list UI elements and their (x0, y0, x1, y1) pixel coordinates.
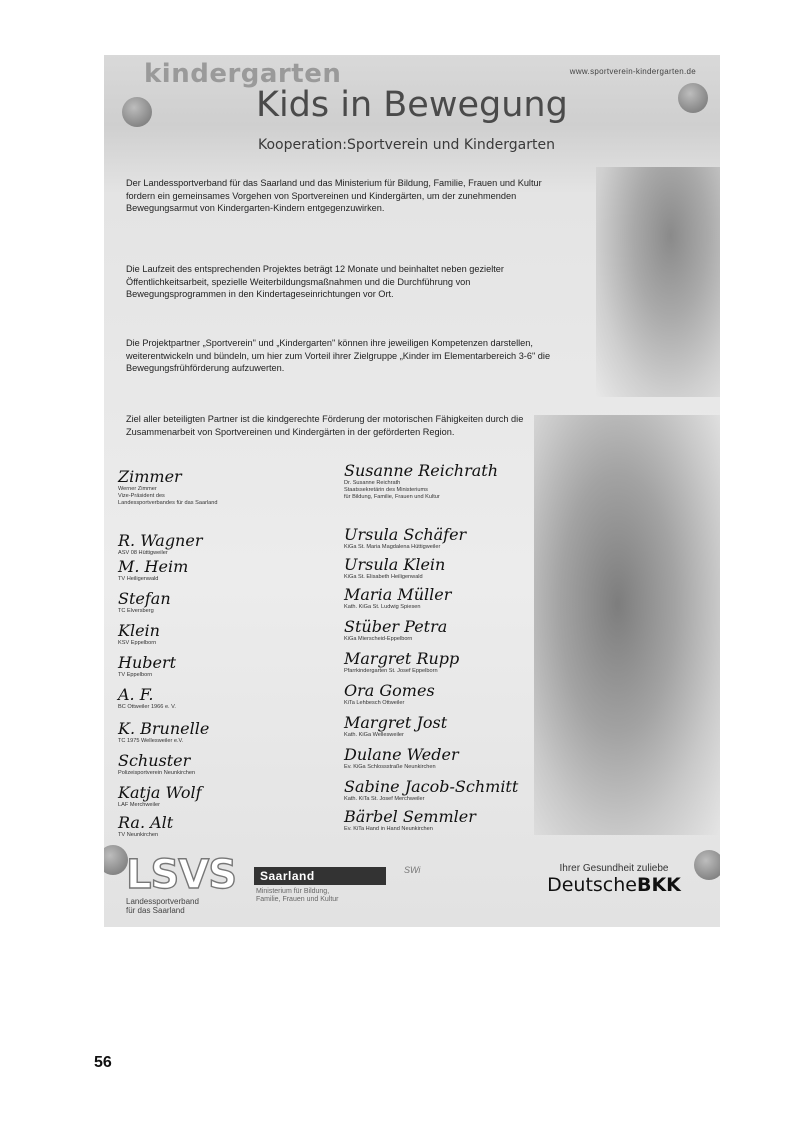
paragraph-goal: Ziel aller beteiligten Partner ist die kindgerechte Förderung der motorischen Fähigkeiten durch die Zusammenarbeit von Sportvereinen und Kindergärten in der geförderten Region. (126, 414, 524, 437)
signatory-label: KiGa St. Elisabeth Heiligenwald (344, 574, 423, 580)
decorative-dot (104, 845, 128, 875)
signatory-label: LAF Merchweiler (118, 802, 160, 808)
handwritten-signature: Hubert (118, 653, 177, 672)
handwritten-signature: Susanne Reichrath (344, 461, 498, 480)
signatory-label: BC Ottweiler 1966 e. V. (118, 704, 176, 710)
photo-boy-playing (596, 167, 720, 397)
saarland-text: Ministerium für Bildung, Familie, Frauen und Kultur (256, 888, 339, 903)
bkk-wordmark: DeutscheBKK (547, 874, 681, 896)
sportverein-signature-block (118, 531, 318, 557)
handwritten-signature: Margret Jost (344, 713, 448, 732)
kindergarten-signature-block (344, 555, 544, 581)
photo-girl-balancing (534, 415, 720, 835)
kindergarten-signature-block (344, 777, 544, 803)
sportverein-signature-block (118, 467, 318, 507)
signatory-label: TV Eppelborn (118, 672, 153, 678)
handwritten-signature: Bärbel Semmler (344, 807, 476, 826)
paragraph-intro: Der Landessportverband für das Saarland und das Ministerium für Bildung, Familie, Frauen und Kultur fordern ein gemeinsames Vorgehen von Sportvereinen und Kindergärten, um der zunehmenden Bewegungsarmut von Kindergarten-Kindern entgegenzuwirken. (126, 178, 542, 214)
handwritten-signature: Ursula Klein (344, 555, 446, 574)
signatory-label: Werner Zimmer Vize-Präsident des Landessportverbandes für das Saarland (118, 486, 218, 506)
signatory-label: KiGa Mierscheid-Eppelborn (344, 636, 413, 642)
signatory-label: TV Heiligenwald (118, 576, 159, 582)
sportverein-signature-block (118, 783, 318, 809)
swi-logo: SWi (404, 865, 421, 875)
sportverein-signature-block (118, 621, 318, 647)
handwritten-signature: A. F. (118, 685, 154, 704)
page-number: 56 (94, 1054, 112, 1071)
decorative-dot (122, 97, 152, 127)
kindergarten-signature-block (344, 807, 544, 833)
kindergarten-wordmark: kindergarten (144, 59, 342, 89)
handwritten-signature: Stefan (118, 589, 171, 608)
handwritten-signature: K. Brunelle (118, 719, 210, 738)
website-url: www.sportverein-kindergarten.de (569, 67, 696, 76)
signatory-label: KiTa Lehbesch Ottweiler (344, 700, 405, 706)
sportverein-signature-block (118, 813, 318, 839)
signatory-label: KSV Eppelborn (118, 640, 157, 646)
kindergarten-signature-block (344, 681, 544, 707)
handwritten-signature: Zimmer (118, 467, 182, 486)
signatory-label: Ev. KiTa Hand in Hand Neunkirchen (344, 826, 433, 832)
signatory-label: KiGa St. Maria Magdalena Hüttigweiler (344, 544, 441, 550)
sportverein-signature-block (118, 719, 318, 745)
deutsche-bkk-logo (524, 863, 704, 896)
signatory-label: Kath. KiTa St. Josef Merchweiler (344, 796, 425, 802)
paragraph-partners: Die Projektpartner „Sportverein" und „Kindergarten" können ihre jeweiligen Kompetenzen darstellen, weiterentwickeln und bündeln, um hier zum Vorteil ihrer Zielgruppe „Kinder im Elementarbereich 3-6" die Bewegungsfrühförderung aufzuwerten. (126, 338, 551, 374)
handwritten-signature: Ra. Alt (118, 813, 174, 832)
handwritten-signature: Margret Rupp (344, 649, 460, 668)
signatory-label: Kath. KiGa Wellesweiler (344, 732, 404, 738)
signatory-label: Kath. KiGa St. Ludwig Spiesen (344, 604, 421, 610)
decorative-dot (678, 83, 708, 113)
kindergarten-signature-block (344, 649, 544, 675)
paragraph-duration: Die Laufzeit des entsprechenden Projektes beträgt 12 Monate und beinhaltet neben gezielter Öffentlichkeitsarbeit, spezielle Weiterbildungsmaßnahmen und die Durchführung von Bewegungsprogrammen in den Kindertageseinrichtungen vor Ort. (126, 264, 504, 300)
saarland-bar: Saarland (254, 867, 386, 885)
handwritten-signature: Ursula Schäfer (344, 525, 467, 544)
bkk-slogan: Ihrer Gesundheit zuliebe (559, 863, 669, 874)
sportverein-signature-block (118, 751, 318, 777)
kindergarten-signature-block (344, 617, 544, 643)
signatory-label: ASV 08 Hüttigweiler (118, 550, 168, 556)
poster-subtitle: Kooperation:Sportverein und Kindergarten (258, 137, 555, 153)
kindergarten-signature-block (344, 461, 544, 501)
signatory-label: TC 1975 Wellesweiler e.V. (118, 738, 184, 744)
signatory-label: Ev. KiGa Schlossstraße Neunkirchen (344, 764, 436, 770)
lsvs-mark: LSVS (126, 852, 237, 898)
sportverein-signature-block (118, 685, 318, 711)
signatory-label: TV Neunkirchen (118, 832, 159, 838)
signatory-label: Pfarrkindergarten St. Josef Eppelborn (344, 668, 438, 674)
sportverein-signature-block (118, 653, 318, 679)
kindergarten-signature-block (344, 745, 544, 771)
handwritten-signature: Schuster (118, 751, 191, 770)
handwritten-signature: M. Heim (118, 557, 189, 576)
signatory-label: Polizeisportverein Neunkirchen (118, 770, 196, 776)
kindergarten-signature-block (344, 585, 544, 611)
handwritten-signature: Maria Müller (344, 585, 452, 604)
kindergarten-signature-block (344, 713, 544, 739)
handwritten-signature: Ora Gomes (344, 681, 435, 700)
signatory-label: TC Elversberg (118, 608, 154, 614)
handwritten-signature: Dulane Weder (344, 745, 459, 764)
handwritten-signature: Stüber Petra (344, 617, 448, 636)
poster (104, 55, 720, 927)
poster-title: Kids in Bewegung (256, 85, 568, 125)
handwritten-signature: R. Wagner (118, 531, 203, 550)
signatory-label: Dr. Susanne Reichrath Staatssekretärin des Ministeriums für Bildung, Familie, Frauen und Kultur (344, 480, 440, 500)
sportverein-signature-block (118, 557, 318, 583)
handwritten-signature: Katja Wolf (118, 783, 202, 802)
kindergarten-signature-block (344, 525, 544, 551)
lsvs-text: Landessportverband für das Saarland (126, 897, 199, 915)
handwritten-signature: Sabine Jacob-Schmitt (344, 777, 519, 796)
sportverein-signature-block (118, 589, 318, 615)
saarland-logo (254, 867, 386, 904)
handwritten-signature: Klein (118, 621, 160, 640)
